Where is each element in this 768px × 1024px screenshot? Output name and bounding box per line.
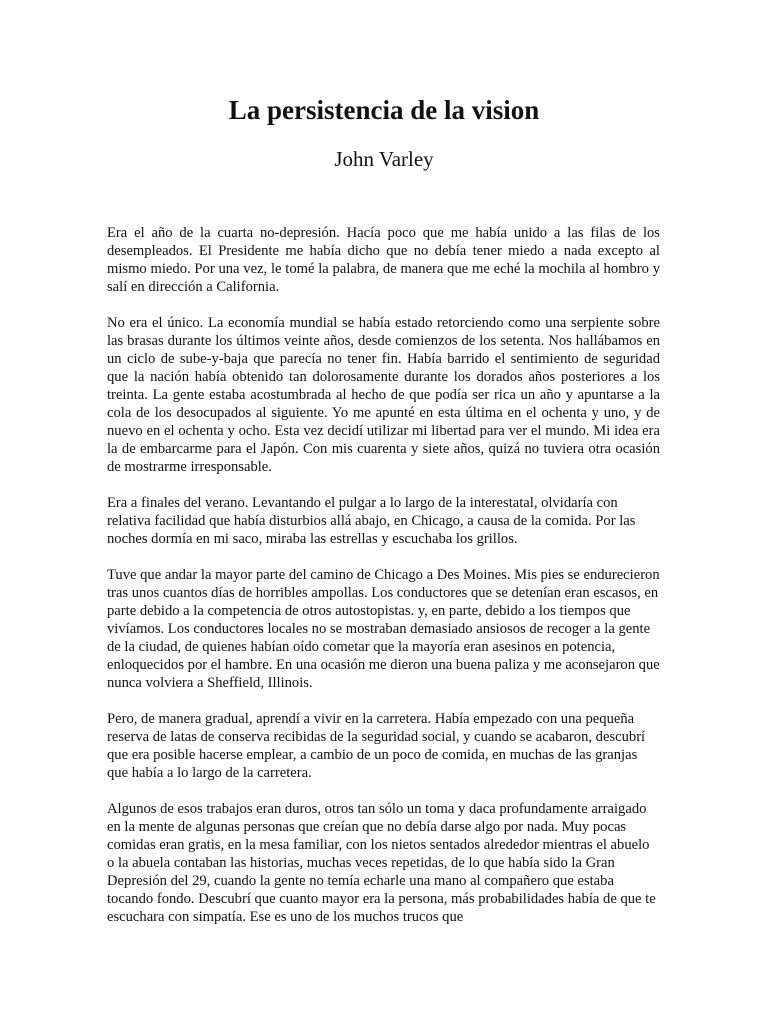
document-author: John Varley xyxy=(334,147,434,171)
paragraph-4: Tuve que andar la mayor parte del camino de Chicago a Des Moines. Mis pies se endurecieron tras unos cuantos días de horribles ampollas. Los conductores que se detenían eran escasos, en parte debido a la competencia de otros autostopistas. y, en parte, debido a los tiempos que vivíamos. Los conductores locales no se mostraban demasiado ansiosos de recoger a la gente de la ciudad, de quienes habían oído cometar que la mayoría eran asesinos en potencia, enloquecidos por el hambre. En una ocasión me dieron una buena paliza y me aconsejaron que nunca volviera a Sheffield, Illinois. xyxy=(107,567,660,691)
document-title: La persistencia de la vision xyxy=(228,95,540,125)
paragraph-3: Era a finales del verano. Levantando el pulgar a lo largo de la interestatal, olvidaría con relativa facilidad que había disturbios allá abajo, en Chicago, a causa de la comida. Por las noches dormía en mi saco, miraba las estrellas y escuchaba los grillos. xyxy=(107,495,636,547)
paragraph-6: Algunos de esos trabajos eran duros, otros tan sólo un toma y daca profundamente arraigado en la mente de algunas personas que creían que no debía darse algo por nada. Muy pocas comidas eran gratis, en la mesa familiar, con los nietos sentados alrededor mientras el abuelo o la abuela contaban las historias, muchas veces repetidas, de lo que había sido la Gran Depresión del 29, cuando la gente no temía echarle una mano al compañero que estaba tocando fondo. Descubrí que cuanto mayor era la persona, más probabilidades había de que te escuchara con simpatía. Ese es uno de los muchos trucos que xyxy=(107,801,656,925)
paragraph-5: Pero, de manera gradual, aprendí a vivir en la carretera. Había empezado con una pequeña reserva de latas de conserva recibidas de la seguridad social, y cuando se acabaron, descubrí que era posible hacerse emplear, a cambio de un poco de comida, en muchas de las granjas que había a lo largo de la carretera. xyxy=(107,711,646,781)
paragraph-2: No era el único. La economía mundial se había estado retorciendo como una serpiente sobre las brasas durante los últimos veinte años, desde comienzos de los setenta. Nos hallábamos en un ciclo de sube-y-baja que parecía no tener fin. Había barrido el sentimiento de seguridad que la nación había obtenido tan dolorosamente durante los dorados años posteriores a los treinta. La gente estaba acostumbrada al hecho de que podía ser rica un año y apuntarse a la cola de los desocupados al siguiente. Yo me apunté en esta última en el ochenta y uno, y de nuevo en el ochenta y ocho. Esta vez decidí utilizar mi libertad para ver el mundo. Mi idea era la de embarcarme para el Japón. Con mis cuarenta y siete años, quizá no tuviera otra ocasión de mostrarme irresponsable. xyxy=(107,315,660,475)
paragraph-1: Era el año de la cuarta no-depresión. Hacía poco que me había unido a las filas de los desempleados. El Presidente me había dicho que no debía tener miedo a nada excepto al mismo miedo. Por una vez, le tomé la palabra, de manera que me eché la mochila al hombro y salí en dirección a California. xyxy=(107,225,660,295)
document-body xyxy=(107,224,660,944)
